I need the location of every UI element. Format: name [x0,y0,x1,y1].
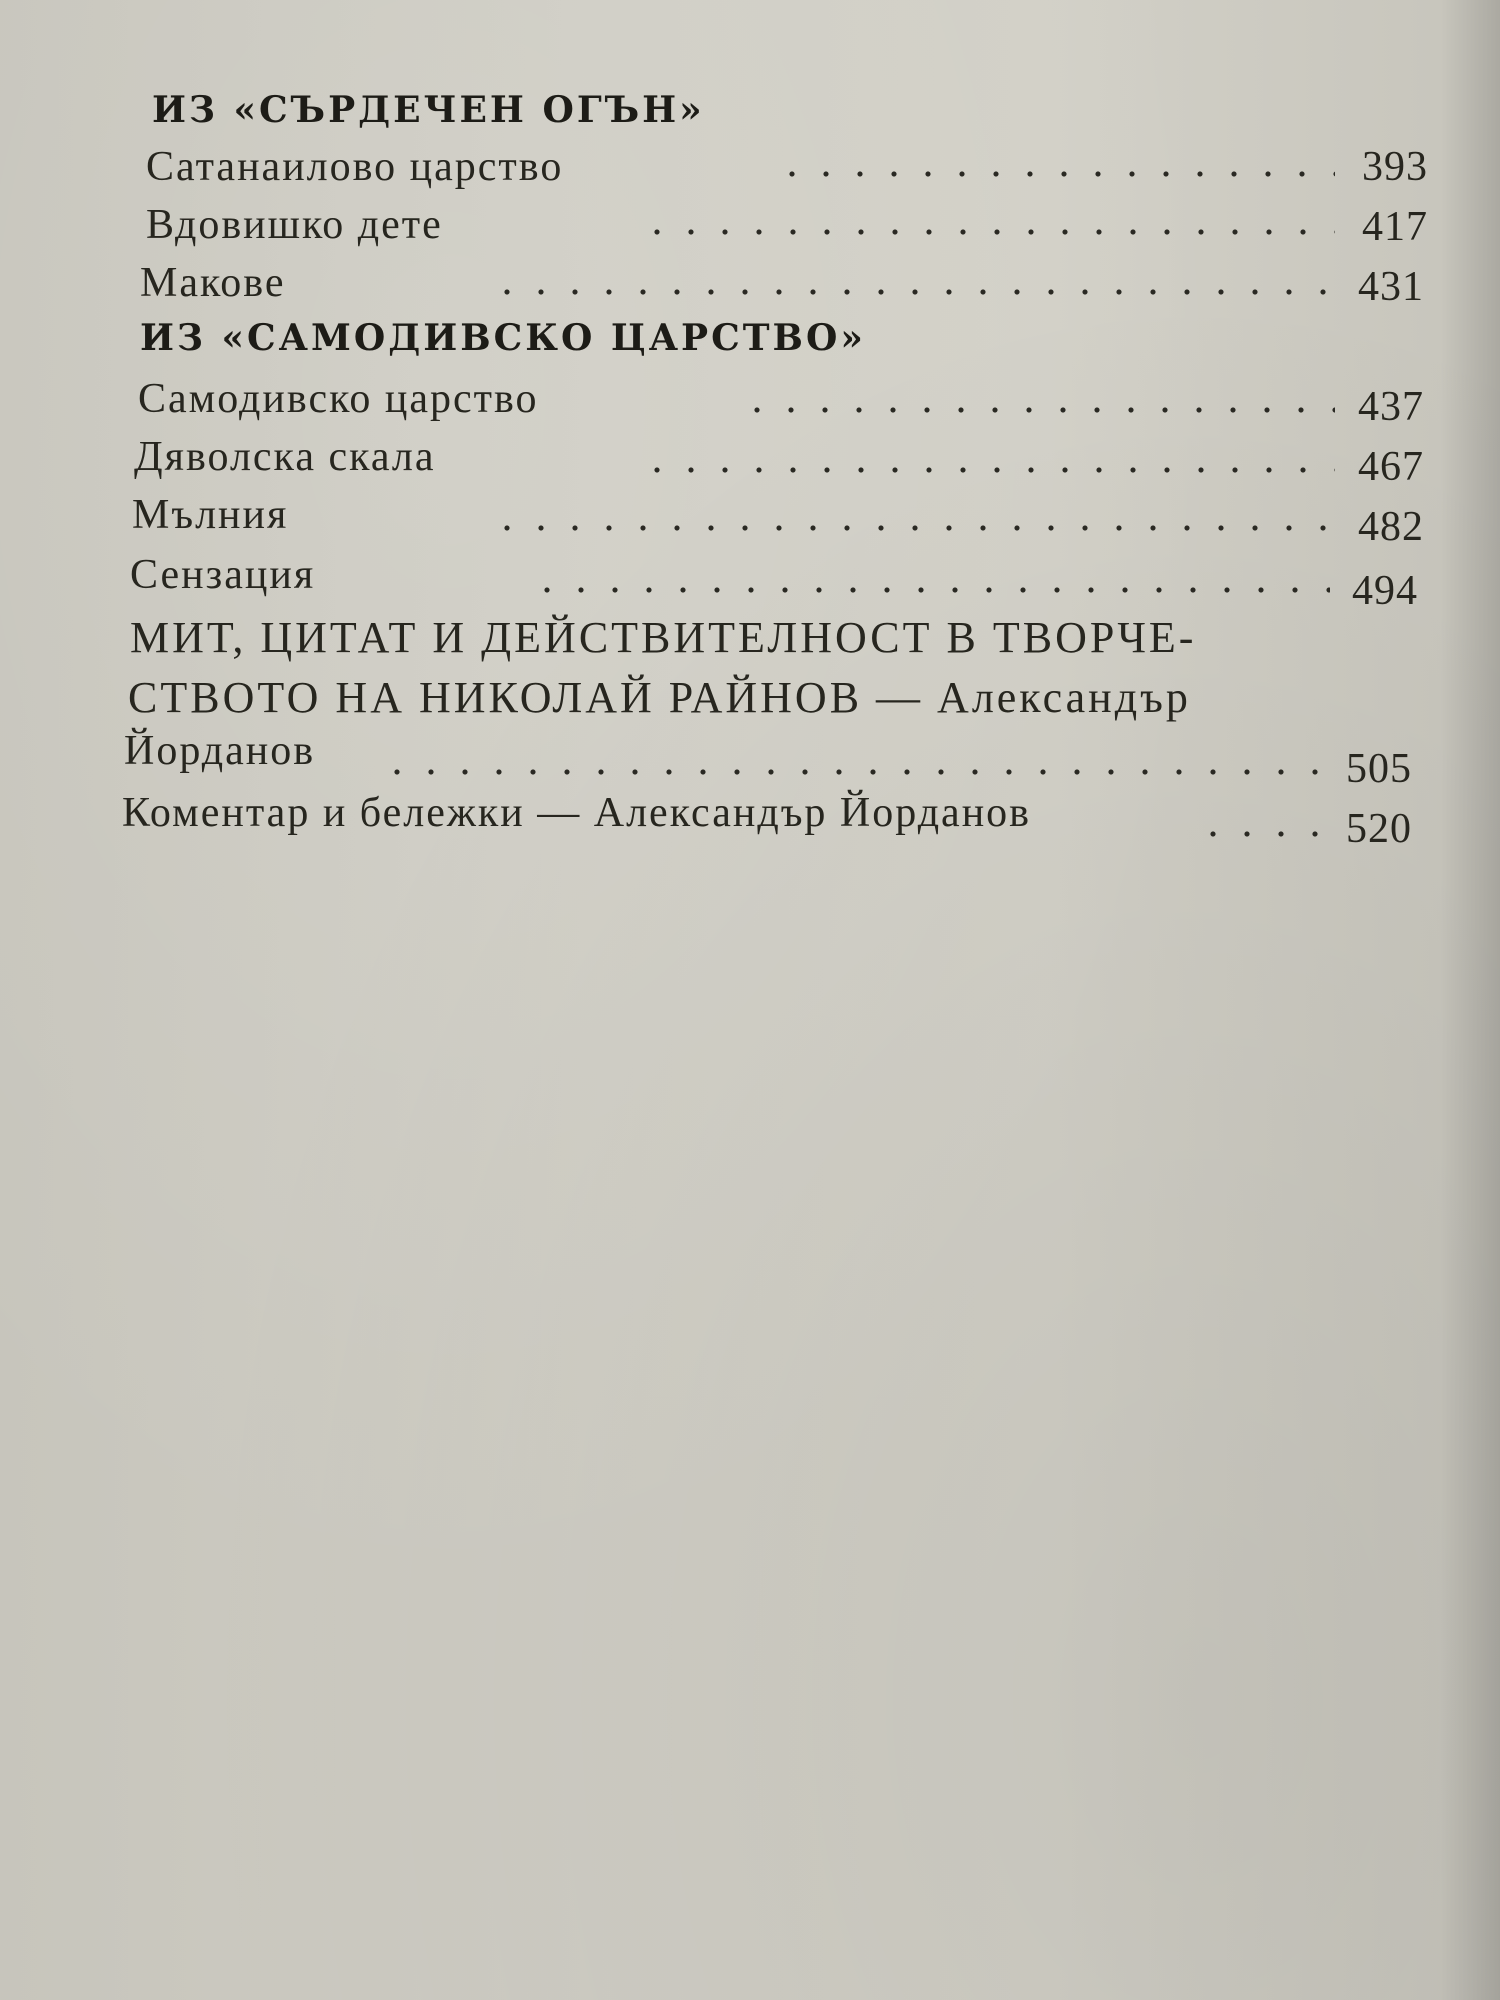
toc-entry-title: Сензация [130,552,316,598]
toc-entry-page-number: 520 [1346,806,1412,852]
essay-author-line: Йорданов [124,728,316,774]
toc-entry-title: Самодивско царство [138,376,539,422]
dot-leader [490,524,1335,532]
dot-leader [530,586,1330,594]
toc-entry-title: Коментар и бележки — Александър Йорданов [122,790,1032,836]
toc-entry-page-number: 494 [1352,568,1418,614]
toc-entry-title: Мълния [132,492,289,538]
section-heading-samodivsko-tsarstvo: ИЗ «САМОДИВСКО ЦАРСТВО» [140,317,866,359]
toc-entry-title: Сатанаилово царство [146,144,564,190]
toc-entry-page-number: 393 [1362,144,1428,190]
dot-leader [640,228,1335,236]
dot-leader [380,768,1320,776]
dot-leader [640,466,1335,474]
toc-entry-page-number: 482 [1358,504,1424,550]
dot-leader [740,406,1335,414]
essay-title-line: МИТ, ЦИТАТ И ДЕЙСТВИТЕЛНОСТ В ТВОРЧЕ- [130,613,1197,662]
toc-entry-page-number: 431 [1358,264,1424,310]
dot-leader [775,170,1335,178]
toc-entry-page-number: 467 [1358,444,1424,490]
toc-entry-title: Дяволска скала [134,434,436,480]
section-heading-sardechen-ogan: ИЗ «СЪРДЕЧЕН ОГЪН» [152,89,705,131]
toc-entry-page-number: 505 [1346,746,1412,792]
dot-leader [490,288,1335,296]
dot-leader [1196,830,1326,838]
toc-entry-page-number: 437 [1358,384,1424,430]
toc-entry-page-number: 417 [1362,204,1428,250]
essay-title-line: СТВОТО НА НИКОЛАЙ РАЙНОВ — Александър [128,673,1191,722]
toc-entry-title: Вдовишко дете [146,202,443,248]
toc-entry-title: Макове [140,260,286,306]
